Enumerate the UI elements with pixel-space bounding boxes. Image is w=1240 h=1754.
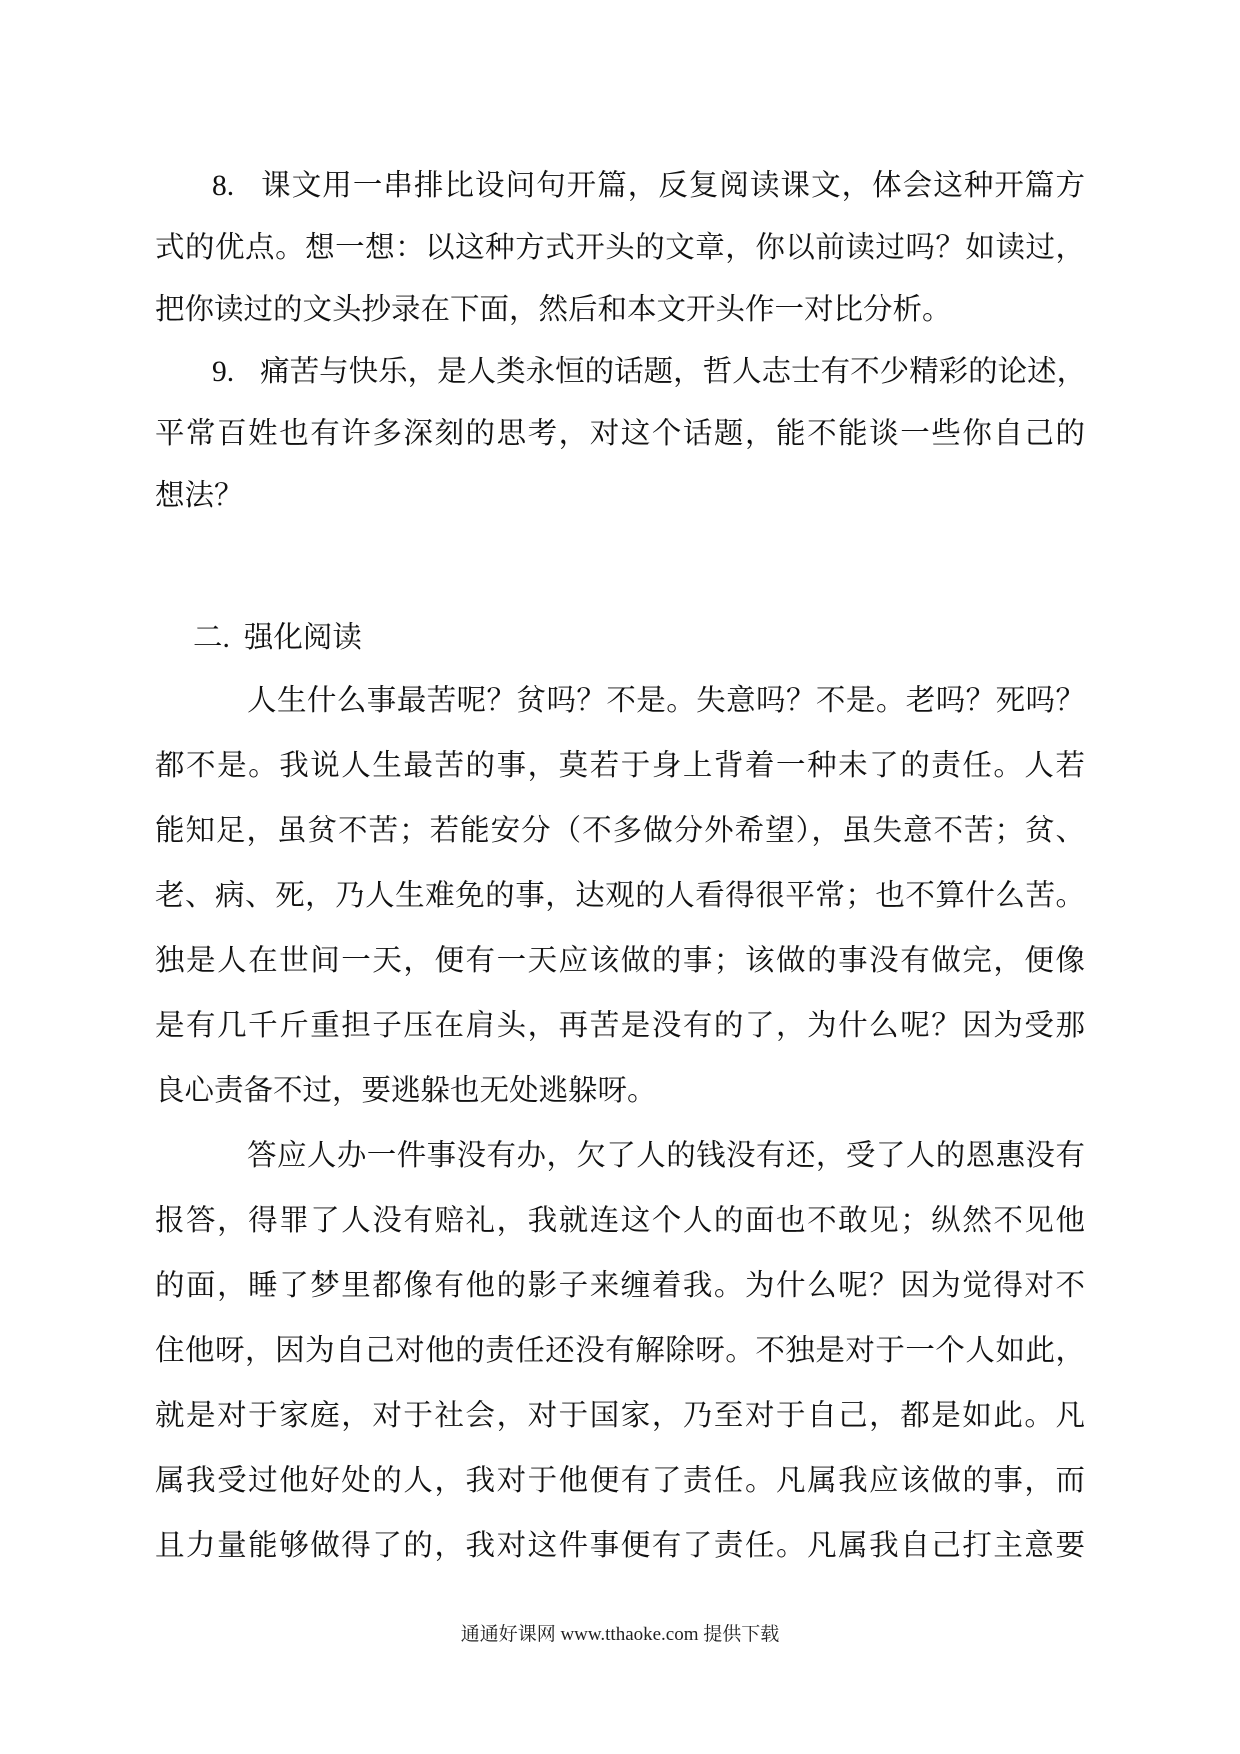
text-line: 的面，睡了梦里都像有他的影子来缠着我。为什么呢？因为觉得对不: [155, 1270, 1085, 1302]
text-line: 把你读过的文头抄录在下面，然后和本文开头作一对比分析。: [155, 294, 952, 326]
text-line: [155, 155, 1085, 217]
section-heading: [155, 607, 1085, 669]
question-text: 课文用一串排比设问句开篇，反复阅读课文，体会这种开篇方: [260, 170, 1085, 202]
text-line: 且力量能够做得了的，我对这件事便有了责任。凡属我自己打主意要: [155, 1530, 1085, 1562]
text-line: 人生什么事最苦呢？贫吗？不是。失意吗？不是。老吗？死吗？: [247, 685, 1085, 717]
question-8: [155, 155, 1085, 341]
question-number: 9.: [212, 356, 235, 388]
reading-passage: [155, 669, 1085, 1579]
text-line: 答应人办一件事没有办，欠了人的钱没有还，受了人的恩惠没有: [247, 1140, 1085, 1172]
text-line: 就是对于家庭，对于社会，对于国家，乃至对于自己，都是如此。凡: [155, 1400, 1085, 1432]
footer-watermark: 通通好课网 www.tthaoke.com 提供下载: [460, 1624, 780, 1645]
text-line: 平常百姓也有许多深刻的思考，对这个话题，能不能谈一些你自己的: [155, 418, 1085, 450]
section-title: 强化阅读: [243, 622, 362, 654]
document-content: [155, 155, 1085, 1579]
text-line: 都不是。我说人生最苦的事，莫若于身上背着一种未了的责任。人若: [155, 750, 1085, 782]
passage-paragraph-1: [155, 669, 1085, 1124]
questions-block: [155, 155, 1085, 527]
text-line: 良心责备不过，要逃躲也无处逃躲呀。: [155, 1075, 657, 1107]
text-line: 能知足，虽贫不苦；若能安分（不多做分外希望），虽失意不苦；贫、: [155, 815, 1085, 847]
text-line: 老、病、死，乃人生难免的事，达观的人看得很平常；也不算什么苦。: [155, 880, 1085, 912]
text-line: 报答，得罪了人没有赔礼，我就连这个人的面也不敢见；纵然不见他: [155, 1205, 1085, 1237]
text-line: 是有几千斤重担子压在肩头，再苦是没有的了，为什么呢？因为受那: [155, 1010, 1085, 1042]
text-line: 属我受过他好处的人，我对于他便有了责任。凡属我应该做的事，而: [155, 1465, 1085, 1497]
text-line: 独是人在世间一天，便有一天应该做的事；该做的事没有做完，便像: [155, 945, 1085, 977]
text-line: [155, 341, 1085, 403]
text-line: 住他呀，因为自己对他的责任还没有解除呀。不独是对于一个人如此，: [155, 1335, 1085, 1367]
passage-paragraph-2: [155, 1124, 1085, 1579]
question-9: [155, 341, 1085, 527]
text-line: 想法？: [155, 480, 244, 512]
question-text: 痛苦与快乐，是人类永恒的话题，哲人志士有不少精彩的论述，: [260, 356, 1087, 388]
section-marker: 二.: [193, 622, 230, 654]
text-line: 式的优点。想一想：以这种方式开头的文章，你以前读过吗？如读过，: [155, 232, 1085, 264]
question-number: 8.: [212, 170, 235, 202]
